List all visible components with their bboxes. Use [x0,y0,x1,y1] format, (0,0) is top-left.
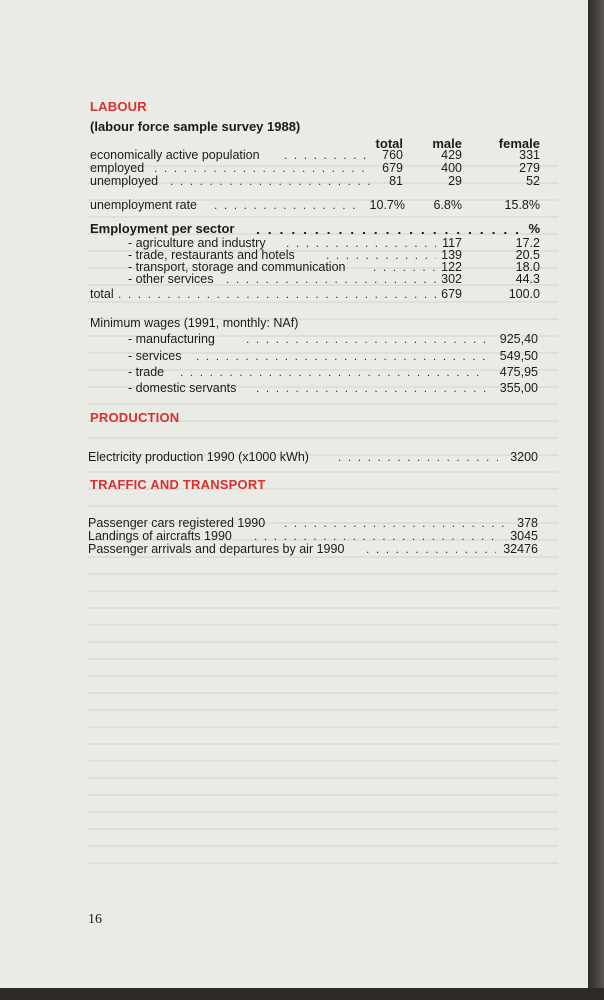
leader-dots [254,529,500,543]
labour-row-label: employed [90,161,145,175]
labour-heading: LABOUR [90,99,147,114]
leader-dots [154,161,370,175]
sector-item-value: 122 [441,260,462,274]
production-item-value: 3200 [510,450,538,464]
traffic-item-value: 378 [517,516,538,530]
labour-row-male: 29 [448,174,462,188]
labour-row-label: unemployed [90,174,159,188]
sector-item-pct: 44.3 [515,272,540,286]
col-header-male: male [432,136,462,151]
leader-dots [214,198,360,212]
labour-row-label: economically active population [90,148,260,162]
sector-item-label: - other services [128,272,214,286]
labour-row-female: 279 [519,161,540,175]
wage-item-label: - manufacturing [128,332,215,346]
leader-dots [180,365,486,379]
sector-item-value: 302 [441,272,462,286]
col-header-female: female [498,136,540,151]
wage-item-label: - trade [128,365,165,379]
labour-row-total: 679 [382,161,403,175]
traffic-item-label: Passenger cars registered 1990 [88,516,266,530]
wage-item-label: - domestic servants [128,381,237,395]
sector-item-label: - trade, restaurants and hotels [128,248,295,262]
sector-item-label: - agriculture and industry [128,236,266,250]
labour-row-male: 429 [441,148,462,162]
wage-item-value: 355,00 [499,381,538,395]
leader-dots [366,542,496,556]
leader-dots [256,381,486,395]
wages-heading: Minimum wages (1991, monthly: NAf) [90,316,299,330]
leader-dots [226,272,436,286]
traffic-item-label: Passenger arrivals and departures by air 1990 [88,542,345,556]
labour-row-female: 52 [526,174,540,188]
sector-unit: % [528,221,540,236]
unemployment-rate-male: 6.8% [433,198,462,212]
col-header-total: total [375,136,403,151]
traffic-item-value: 32476 [503,542,538,556]
leader-dots [338,450,498,464]
sector-item-value: 117 [442,236,462,250]
sector-heading: Employment per sector [90,221,235,236]
sector-total-pct: 100.0 [508,287,540,301]
leader-dots [196,349,486,363]
leader-dots [256,222,526,236]
leader-dots [170,174,373,188]
sector-item-pct: 20.5 [515,248,540,262]
sector-item-label: - transport, storage and communication [128,260,346,274]
page-number: 16 [88,912,102,927]
unemployment-rate-female: 15.8% [504,198,540,212]
sector-item-value: 139 [441,248,462,262]
sector-item-pct: 17.2 [515,236,540,250]
production-item-label: Electricity production 1990 (x1000 kWh) [88,450,309,464]
sector-total-value: 679 [441,287,462,301]
unemployment-rate-total: 10.7% [369,198,405,212]
wage-item-value: 925,40 [499,332,538,346]
page-bottom-edge [0,988,604,1000]
sector-item-pct: 18.0 [515,260,540,274]
leader-dots [246,332,486,346]
wage-item-value: 549,50 [499,349,538,363]
leader-dots [118,287,436,301]
production-heading: PRODUCTION [90,410,180,425]
traffic-heading: TRAFFIC AND TRANSPORT [90,477,266,492]
leader-dots [284,516,506,530]
labour-row-female: 331 [519,148,540,162]
labour-row-male: 400 [441,161,462,175]
wage-item-value: 475,95 [499,365,538,379]
sector-total-label: total [90,287,114,301]
book-spine-shadow [588,0,604,1000]
traffic-item-label: Landings of aircrafts 1990 [88,529,232,543]
labour-row-total: 81 [389,174,403,188]
wage-item-label: - services [128,349,182,363]
unemployment-rate-label: unemployment rate [90,198,198,212]
traffic-item-value: 3045 [510,529,538,543]
labour-row-total: 760 [382,148,403,162]
labour-subtitle: (labour force sample survey 1988) [90,119,301,134]
